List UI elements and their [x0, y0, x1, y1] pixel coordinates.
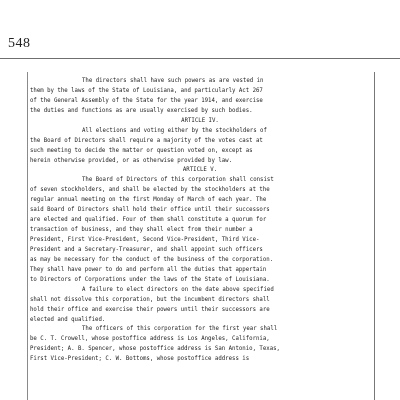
text-line: President, First Vice-President, Second Vice-President, Third Vice- — [30, 237, 260, 243]
right-margin-rule — [374, 72, 375, 400]
text-line: A failure to elect directors on the date above specified — [82, 286, 274, 293]
page-header — [0, 0, 400, 62]
left-margin-rule — [27, 72, 28, 400]
text-line: are elected and qualified. Four of them shall constitute a quorum for — [30, 217, 267, 224]
text-line: The Board of Directors of this corporation shall consist — [82, 177, 274, 184]
text-line: the duties and functions as are usually exercised by such bodies. — [30, 107, 253, 114]
header-rule — [0, 58, 400, 59]
article-heading: ARTICLE IV. — [181, 117, 219, 124]
text-line: them by the laws of the State of Louisiana, and particularly Act 267 — [30, 87, 263, 94]
text-line: President and a Secretary-Treasurer, and shall appoint such officers — [30, 246, 263, 253]
text-line: such meeting to decide the matter or question voted on, except as — [30, 147, 253, 154]
text-line: the Board of Directors shall require a majority of the votes cast at — [30, 137, 263, 144]
text-line: elected and qualified. — [30, 316, 106, 323]
text-line: of seven stockholders, and shall be elected by the stockholders at the — [30, 187, 270, 194]
article-heading: ARTICLE V. — [182, 167, 218, 174]
text-line: shall not dissolve this corporation, but the incumbent directors shall — [30, 296, 270, 303]
text-line: The directors shall have such powers as are vested in — [82, 78, 264, 84]
text-line: The officers of this corporation for the first year shall — [82, 326, 278, 333]
text-line: All elections and voting either by the stockholders of — [82, 127, 267, 134]
text-line: They shall have power to do and perform all the duties that appertain — [30, 266, 267, 273]
document-body — [30, 77, 370, 365]
text-line: herein otherwise provided, or as otherwise provided by law. — [30, 157, 233, 164]
text-line: to Directors of Corporations under the laws of the State of Louisiana. — [30, 276, 270, 283]
text-line: transaction of business, and they shall elect from their number a — [30, 227, 253, 234]
text-line: said Board of Directors shall hold their office until their successors — [30, 207, 270, 214]
text-line: of the General Assembly of the State for the year 1914, and exercise — [30, 97, 263, 104]
text-line: as may be necessary for the conduct of the business of the corporation. — [30, 256, 274, 263]
text-line: President; A. B. Spencer, whose postoffice address is San Antonio, Texas, — [30, 346, 280, 353]
text-line: First Vice-President; C. W. Bottoms, whose postoffice address is — [30, 356, 250, 363]
text-line: regular annual meeting on the first Monday of March of each year. The — [30, 197, 267, 204]
text-line: hold their office and exercise their powers until their successors are — [30, 306, 270, 313]
text-line: be C. T. Crowell, whose postoffice address is Los Angeles, California, — [30, 336, 270, 343]
page-number: 548 — [8, 36, 31, 51]
